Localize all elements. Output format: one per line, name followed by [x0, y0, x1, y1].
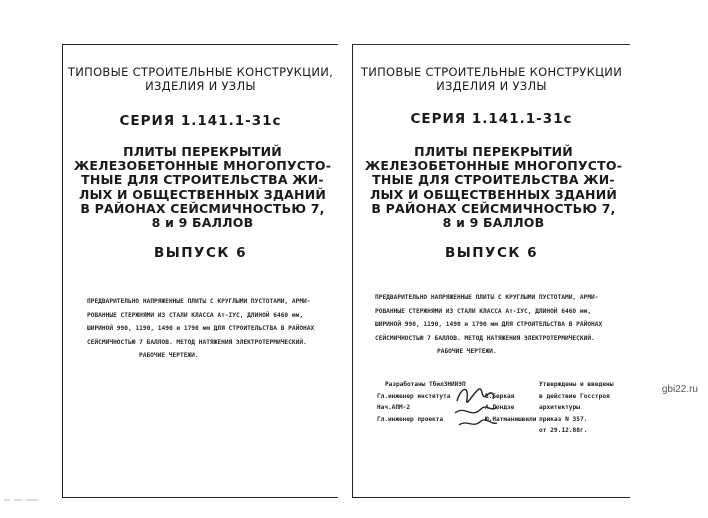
title-line: ПЛИТЫ ПЕРЕКРЫТИЙ — [414, 144, 573, 159]
header-line-1: ТИПОВЫЕ СТРОИТЕЛЬНЫЕ КОНСТРУКЦИИ, — [67, 65, 334, 79]
handwritten-signature-icon — [451, 379, 501, 433]
header-line-2: ИЗДЕЛИЯ И УЗЛЫ — [436, 79, 547, 93]
signature-role: Гл.инженер института — [377, 392, 451, 400]
document-title — [357, 145, 630, 230]
approval-line: архитектуры — [539, 404, 580, 411]
series-number: СЕРИЯ 1.141.1-31с — [410, 111, 573, 127]
header-line-2: ИЗДЕЛИЯ И УЗЛЫ — [145, 79, 256, 93]
description-block — [87, 295, 314, 363]
title-line: ЛЫХ И ОБЩЕСТВЕННЫХ ЗДАНИЙ — [369, 186, 618, 202]
title-line: ЖЕЛЕЗОБЕТОННЫЕ МНОГОПУСТО- — [364, 158, 623, 174]
developer-line: Разработаны ТбилЗНИИЭП — [385, 381, 466, 388]
title-line: 8 и 9 БАЛЛОВ — [442, 215, 545, 231]
description-line: ПРЕДВАРИТЕЛЬНО НАПРЯЖЕННЫЕ ПЛИТЫ С КРУГЛЫМИ ПУСТОТАМИ, АРМИ- — [375, 294, 599, 301]
watermark-label: gbi22.ru — [661, 384, 698, 395]
document-title — [67, 145, 338, 230]
title-line: ЖЕЛЕЗОБЕТОННЫЕ МНОГОПУСТО- — [73, 158, 332, 174]
left-title-sheet — [62, 44, 338, 498]
approval-line: приказ N 357. — [539, 415, 588, 423]
description-line: СЕЙСМИЧНОСТЬЮ 7 БАЛЛОВ. МЕТОД НАТЯЖЕНИЯ ЭЛЕКТРОТЕРМИЧЕСКИЙ. — [87, 338, 307, 346]
signature-name: А.Лондзе — [485, 404, 515, 411]
title-line: ЛЫХ И ОБЩЕСТВЕННЫХ ЗДАНИЙ — [78, 186, 327, 202]
scan-marks-icon — [4, 497, 44, 503]
description-line: СЕЙСМИЧНОСТЬЮ 7 БАЛЛОВ. МЕТОД НАТЯЖЕНИЯ ЭЛЕКТРОТЕРМИЧЕСКИЙ. — [375, 334, 595, 342]
title-line: ТНЫЕ ДЛЯ СТРОИТЕЛЬСТВА ЖИ- — [372, 172, 615, 188]
signature-name: В.Беркая — [485, 392, 515, 400]
description-line: РОВАННЫЕ СТЕРЖНЯМИ ИЗ СТАЛИ КЛАССА Ат-IУС, ДЛИНОЙ 6460 мм, — [87, 311, 304, 319]
description-line: РОВАННЫЕ СТЕРЖНЯМИ ИЗ СТАЛИ КЛАССА Ат-IУС, ДЛИНОЙ 6460 мм, — [375, 307, 592, 315]
issue-number: ВЫПУСК 6 — [444, 245, 539, 261]
description-line: ПРЕДВАРИТЕЛЬНО НАПРЯЖЕННЫЕ ПЛИТЫ С КРУГЛЫМИ ПУСТОТАМИ, АРМИ- — [87, 298, 311, 305]
approval-block — [539, 379, 614, 437]
approval-line: от 29.12.88г. — [539, 427, 588, 434]
approval-line: Утверждены и введены — [539, 381, 614, 388]
description-line: ШИРИНОЙ 990, 1190, 1490 и 1790 мм ДЛЯ СТРОИТЕЛЬСТВА В РАЙОНАХ — [375, 321, 603, 329]
issue-number: ВЫПУСК 6 — [153, 245, 248, 261]
title-line: ТНЫЕ ДЛЯ СТРОИТЕЛЬСТВА ЖИ- — [81, 172, 324, 188]
title-line: В РАЙОНАХ СЕЙСМИЧНОСТЬЮ 7, — [371, 200, 616, 216]
header-line-1: ТИПОВЫЕ СТРОИТЕЛЬНЫЕ КОНСТРУКЦИИ — [360, 65, 623, 79]
signature-role: Нач.АПМ-2 — [377, 404, 411, 411]
description-line: РАБОЧИЕ ЧЕРТЕЖИ. — [437, 348, 497, 356]
description-line: ШИРИНОЙ 990, 1190, 1490 и 1790 мм ДЛЯ СТРОИТЕЛЬСТВА В РАЙОНАХ — [87, 325, 315, 333]
title-line: ПЛИТЫ ПЕРЕКРЫТИЙ — [123, 144, 282, 159]
right-title-sheet — [352, 44, 630, 498]
description-line: РАБОЧИЕ ЧЕРТЕЖИ. — [139, 352, 199, 360]
series-number: СЕРИЯ 1.141.1-31с — [119, 113, 282, 129]
approval-line: в действие Госстроя — [539, 392, 610, 400]
signature-name: Ю.Натманишвили — [485, 415, 537, 423]
title-line: 8 и 9 БАЛЛОВ — [151, 215, 254, 231]
title-line: В РАЙОНАХ СЕЙСМИЧНОСТЬЮ 7, — [80, 200, 325, 216]
signature-role: Гл.инженер проекта — [377, 415, 444, 423]
description-block — [375, 291, 602, 359]
